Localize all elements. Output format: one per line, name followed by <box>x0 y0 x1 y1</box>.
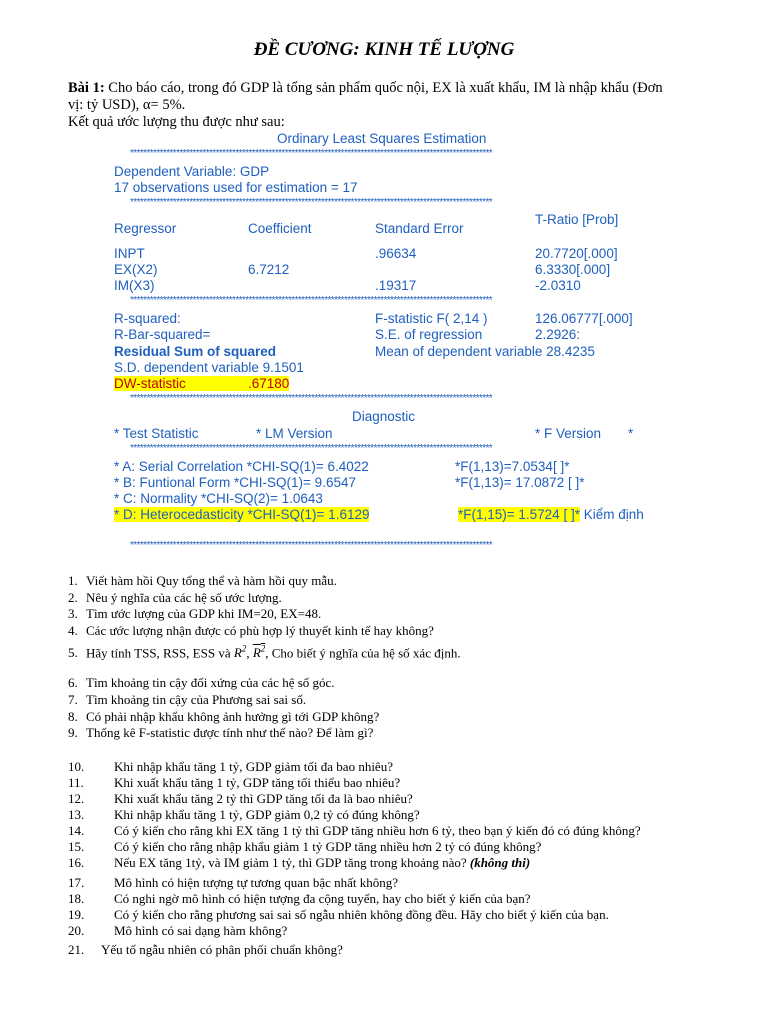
intro-line-1 <box>68 80 663 97</box>
question-number: 7. <box>68 692 78 707</box>
r-bar-squared-symbol: $R^2$ <box>252 644 266 661</box>
dw-statistic-row <box>114 376 289 391</box>
diag-heteroscedasticity-f-row <box>458 507 644 522</box>
question-item <box>68 923 287 939</box>
stars-divider-3: ************************************************************************************************************** <box>130 295 493 306</box>
question-number: 3. <box>68 606 78 621</box>
question-number: 17. <box>68 875 85 890</box>
exercise-label: Bài 1: <box>68 80 105 96</box>
question-text: Nêu ý nghĩa của các hệ số ước lượng. <box>86 590 282 605</box>
question-text: Các ước lượng nhận được có phù hợp lý thuyết kinh tế hay không? <box>86 623 434 638</box>
question-number: 2. <box>68 590 78 605</box>
question-number: 20. <box>68 923 85 938</box>
question-text: Có ý kiến cho rằng phương sai sai số ngẫu nhiên không đồng đều. Hãy cho biết ý kiến của bạn. <box>114 907 609 922</box>
question-text: Có ý kiến cho rằng khi EX tăng 1 tỷ thì GDP tăng nhiều hơn 6 tỷ, theo bạn ý kiến đó có đúng không? <box>114 823 641 838</box>
question-text: Tìm ước lượng của GDP khi IM=20, EX=48. <box>86 606 322 621</box>
observations-count: 17 observations used for estimation = 17 <box>114 180 358 195</box>
dependent-variable: Dependent Variable: GDP <box>114 164 270 179</box>
regressor-se: .96634 <box>375 246 417 261</box>
question-text: Tìm khoảng tin cậy đối xứng của các hệ số góc. <box>86 675 335 690</box>
regressor-t-ratio: 20.7720[.000] <box>535 246 618 261</box>
regressor-name: INPT <box>114 246 145 261</box>
question-number: 18. <box>68 891 85 906</box>
dw-statistic-value: .67180 <box>248 376 290 391</box>
question-item <box>68 839 541 855</box>
question-text: Khi xuất khẩu tăng 1 tỷ, GDP tăng tối thiểu bao nhiêu? <box>114 775 401 790</box>
regressor-coefficient: 6.7212 <box>248 262 290 277</box>
lm-version-header: * LM Version <box>256 426 333 441</box>
question-item <box>68 775 400 791</box>
question-item <box>68 590 282 606</box>
question-text: Nếu EX tăng 1tỷ, và IM giảm 1 tỷ, thì GDP tăng trong khoảng nào? <box>114 855 470 870</box>
question-item <box>68 623 434 639</box>
regressor-name: EX(X2) <box>114 262 158 277</box>
question-item <box>68 855 530 871</box>
regressor-name: IM(X3) <box>114 278 155 293</box>
stars-divider-5: ************************************************************************************************************** <box>130 443 493 454</box>
question-text: Có nghi ngờ mô hình có hiện tượng đa cộng tuyến, hay cho biết ý kiến của bạn? <box>114 891 531 906</box>
diag-functional-form: * B: Funtional Form *CHI-SQ(1)= 9.6547 <box>114 475 356 490</box>
document-title: ĐỀ CƯƠNG: KINH TẾ LƯỢNG <box>253 39 515 60</box>
question-text: Viết hàm hồi Quy tổng thể và hàm hồi quy mẫu. <box>86 573 337 588</box>
r-squared: R-squared: <box>114 311 181 326</box>
question-number: 10. <box>68 759 85 774</box>
question-number: 5. <box>68 645 78 661</box>
diag-serial-correlation: * A: Serial Correlation *CHI-SQ(1)= 6.4022 <box>114 459 369 474</box>
ols-header: Ordinary Least Squares Estimation <box>277 131 487 146</box>
question-number: 9. <box>68 725 78 740</box>
question-number: 11. <box>68 775 84 790</box>
r-bar-squared: R-Bar-squared= <box>114 327 211 342</box>
sd-dependent-variable: S.D. dependent variable 9.1501 <box>114 360 304 375</box>
question-item <box>68 823 641 839</box>
not-on-exam-note: (không thi) <box>469 855 531 870</box>
question-number: 1. <box>68 573 78 588</box>
diag-heteroscedasticity-f: *F(1,15)= 1.5724 [ ]* <box>458 507 580 522</box>
question-text: Mô hình có sai dạng hàm không? <box>114 923 288 938</box>
f-version-star: * <box>628 426 634 441</box>
question-text: Khi nhập khẩu tăng 1 tỷ, GDP giảm tối đa bao nhiêu? <box>114 759 393 774</box>
intro-text-1: Cho báo cáo, trong đó GDP là tổng sản phẩm quốc nội, EX là xuất khẩu, IM là nhập khẩu (Đơn <box>104 80 663 96</box>
question-number: 16. <box>68 855 85 870</box>
question-text: Yếu tố ngẫu nhiên có phân phối chuẩn không? <box>101 942 343 957</box>
question-item <box>68 725 373 741</box>
diag-normality: * C: Normality *CHI-SQ(2)= 1.0643 <box>114 491 323 506</box>
col-header-coefficient: Coefficient <box>248 221 312 236</box>
question-number: 21. <box>68 942 85 957</box>
question-text: Có phải nhập khẩu không ảnh hưởng gì tới GDP không? <box>86 709 380 724</box>
regressor-t-ratio: -2.0310 <box>535 278 581 293</box>
question-item <box>68 891 530 907</box>
diag-functional-form-f: *F(1,13)= 17.0872 [ ]* <box>455 475 585 490</box>
question-item <box>68 907 609 923</box>
question-item: 5. Hãy tính TSS, RSS, ESS và $R^2$, $R^2$, Cho biết ý nghĩa của hệ số xác định. <box>68 644 461 661</box>
question-number: 8. <box>68 709 78 724</box>
question-text: Có ý kiến cho rằng nhập khẩu giảm 1 tỷ GDP tăng nhiều hơn 2 tỷ có đúng không? <box>114 839 542 854</box>
stars-divider-4: ************************************************************************************************************** <box>130 393 493 404</box>
col-header-regressor: Regressor <box>114 221 177 236</box>
se-regression-label: S.E. of regression <box>375 327 483 342</box>
regressor-t-ratio: 6.3330[.000] <box>535 262 611 277</box>
dw-statistic-label: DW-statistic <box>114 376 186 391</box>
question-number: 14. <box>68 823 85 838</box>
stars-divider-2: ************************************************************************************************************** <box>130 197 493 208</box>
stars-divider-1: ************************************************************************************************************** <box>130 148 493 159</box>
question-item <box>68 692 306 708</box>
question-number: 19. <box>68 907 85 922</box>
col-header-t-ratio: T-Ratio [Prob] <box>535 212 619 227</box>
se-regression-value: 2.2926: <box>535 327 581 342</box>
question-item <box>68 791 413 807</box>
question-item <box>68 606 321 622</box>
question-text: Thống kê F-statistic được tính như thế nào? Để làm gì? <box>86 725 374 740</box>
intro-line-3: Kết quả ước lượng thu được như sau: <box>68 114 285 130</box>
question-text: Hãy tính TSS, RSS, ESS và <box>86 645 234 661</box>
question-item <box>68 759 393 775</box>
diagnostic-header: Diagnostic <box>352 409 416 424</box>
question-number: 15. <box>68 839 85 854</box>
question-item <box>68 875 398 891</box>
question-item <box>68 807 420 823</box>
question-number: 4. <box>68 623 78 638</box>
regressor-se: .19317 <box>375 278 417 293</box>
test-statistic-header: * Test Statistic <box>114 426 199 441</box>
mean-dependent-variable: Mean of dependent variable 28.4235 <box>375 344 595 359</box>
question-text: Khi nhập khẩu tăng 1 tỷ, GDP giảm 0,2 tỷ có đúng không? <box>114 807 420 822</box>
residual-sum-of-squared: Residual Sum of squared <box>114 344 277 359</box>
stars-divider-6: ************************************************************************************************************** <box>130 540 493 551</box>
question-item <box>68 573 337 589</box>
diag-heteroscedasticity: * D: Heterocedasticity *CHI-SQ(1)= 1.6129 <box>114 507 370 522</box>
question-number: 13. <box>68 807 85 822</box>
kiem-dinh-label: Kiểm định <box>579 507 644 522</box>
question-item <box>68 675 335 691</box>
f-statistic-value: 126.06777[.000] <box>535 311 633 326</box>
question-text: Mô hình có hiện tượng tự tương quan bậc nhất không? <box>114 875 399 890</box>
question-text: Tìm khoảng tin cậy của Phương sai sai số. <box>86 692 307 707</box>
question-number: 12. <box>68 791 85 806</box>
f-statistic-label: F-statistic F( 2,14 ) <box>375 311 488 326</box>
intro-line-2: vị: tỷ USD), α= 5%. <box>68 97 186 113</box>
question-item <box>68 709 379 725</box>
diag-serial-correlation-f: *F(1,13)=7.0534[ ]* <box>455 459 570 474</box>
f-version-header: * F Version <box>535 426 602 441</box>
col-header-standard-error: Standard Error <box>375 221 464 236</box>
question-number: 6. <box>68 675 78 690</box>
question-item <box>68 942 343 958</box>
question-text: Khi xuất khẩu tăng 2 tỷ thì GDP tăng tối đa là bao nhiêu? <box>114 791 413 806</box>
r-squared-symbol: $R^2$ <box>233 644 247 661</box>
